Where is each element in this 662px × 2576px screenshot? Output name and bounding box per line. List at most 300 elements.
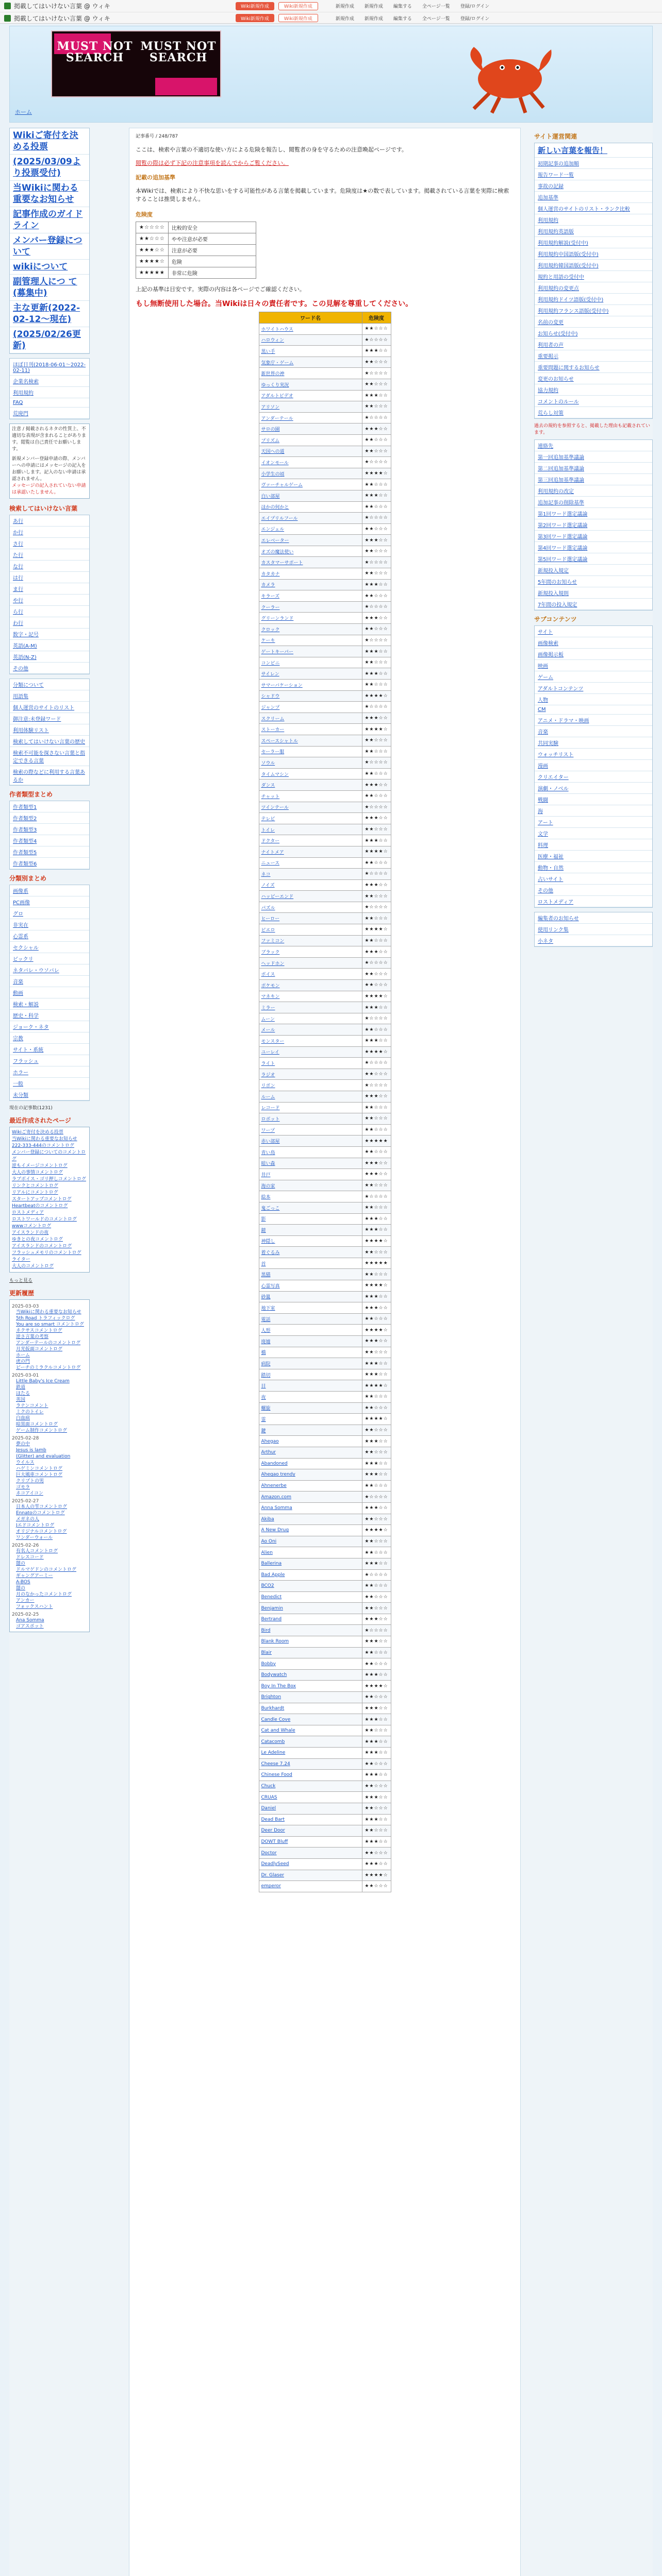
sidebar-nav-item[interactable]: (2025/02/26更新)	[10, 327, 89, 353]
category-item[interactable]: 一般	[10, 1078, 89, 1089]
update-item[interactable]: ワンダーウォール	[16, 1535, 53, 1540]
site-link-item[interactable]: 重要問題に関するお知らせ	[535, 362, 652, 373]
create-wiki-button[interactable]: Wiki新規作成	[236, 14, 274, 22]
word-link[interactable]: 小学生の頃	[259, 468, 362, 479]
header-nav-item[interactable]: 新規作成	[335, 4, 354, 9]
word-link[interactable]: メール	[259, 1024, 362, 1036]
word-link[interactable]: ラジオ	[259, 1069, 362, 1080]
update-item[interactable]: 当Wikiに関わる重要なお知らせ	[16, 1310, 81, 1315]
index-item[interactable]: は行	[10, 572, 89, 583]
index-item[interactable]: か行	[10, 527, 89, 538]
word-link[interactable]: Arthur	[259, 1447, 362, 1458]
word-link[interactable]: Ahnenerbe	[259, 1480, 362, 1492]
word-link[interactable]: Brighton	[259, 1692, 362, 1703]
series-item[interactable]: 作者類型6	[10, 858, 89, 869]
category-item[interactable]: 動画	[10, 987, 89, 998]
update-item[interactable]: 鉄道	[16, 1385, 26, 1390]
create-wiki-outline-button[interactable]: Wiki新規作成	[278, 14, 318, 22]
word-link[interactable]: Blank Room	[259, 1636, 362, 1648]
content-link-item[interactable]: その他	[535, 885, 652, 896]
content-link-item[interactable]: 人物	[535, 694, 652, 705]
update-item[interactable]: 白血病	[16, 1416, 30, 1421]
update-item[interactable]: You are so smart コメントログ	[16, 1322, 84, 1327]
word-link[interactable]: Ao Oni	[259, 1536, 362, 1547]
update-item[interactable]: ドレスコード	[16, 1555, 44, 1560]
word-link[interactable]: 鬼ごっこ	[259, 1202, 362, 1213]
new-page-item[interactable]: アイスランドの夜	[12, 1230, 49, 1235]
notice-link[interactable]: 閲覧の際は必ず下記の注意事項を読んでからご覧ください。	[136, 160, 289, 166]
site-link-item[interactable]: コメントのルール	[535, 396, 652, 407]
word-link[interactable]: 心霊写真	[259, 1280, 362, 1292]
update-item[interactable]: 英国	[16, 1397, 26, 1402]
rules-link-item[interactable]: 第3回ワード選定議論	[535, 531, 652, 542]
word-link[interactable]: ホワイトハウス	[259, 324, 362, 335]
other-link-item[interactable]: 使用リンク集	[535, 924, 652, 935]
word-link[interactable]: シャドウ	[259, 690, 362, 702]
word-link[interactable]: ヴァーチャルゲーム	[259, 479, 362, 490]
new-page-item[interactable]: アイスランドのコメントログ	[12, 1244, 72, 1249]
word-link[interactable]: グリーンランド	[259, 613, 362, 624]
site-link-item[interactable]: 初期記事の追加順	[535, 158, 652, 169]
word-link[interactable]: Bird	[259, 1625, 362, 1636]
word-link[interactable]: Doctor	[259, 1848, 362, 1859]
word-link[interactable]: Dr. Glaser	[259, 1870, 362, 1881]
content-link-item[interactable]: ゲーム	[535, 671, 652, 683]
update-item[interactable]: Ennatoのコメントログ	[16, 1511, 65, 1516]
word-link[interactable]: ストーカー	[259, 724, 362, 735]
word-link[interactable]: テレビ	[259, 813, 362, 824]
index-item[interactable]: 英語(N-Z)	[10, 651, 89, 663]
other-link-item[interactable]: 小ネタ	[535, 935, 652, 946]
word-link[interactable]: Dead Bart	[259, 1814, 362, 1825]
category-item[interactable]: PC画像	[10, 896, 89, 908]
word-link[interactable]: カスタマーサポート	[259, 557, 362, 568]
rules-link-item[interactable]: 追加記事の削除基準	[535, 497, 652, 508]
sidebar-nav-item[interactable]: 利用体験リスト	[10, 724, 89, 736]
index-item[interactable]: ら行	[10, 606, 89, 617]
site-link-item[interactable]: 荒らし対策	[535, 407, 652, 418]
new-page-item[interactable]: 222-333-444のコメントログ	[12, 1143, 75, 1148]
create-wiki-outline-button[interactable]: Wiki新規作成	[278, 2, 318, 10]
sidebar-nav-item[interactable]: 検索してはいけない言葉の歴史	[10, 736, 89, 747]
header-nav-item[interactable]: 全ページ一覧	[422, 4, 450, 9]
word-link[interactable]: 首	[259, 1258, 362, 1269]
site-link-item[interactable]: 変更のお知らせ	[535, 373, 652, 384]
category-item[interactable]: 非実在	[10, 919, 89, 930]
word-link[interactable]: ライト	[259, 1058, 362, 1069]
series-item[interactable]: 作者類型1	[10, 801, 89, 812]
update-item[interactable]: 5th Road トラフィックログ	[16, 1316, 75, 1321]
word-link[interactable]: エイプリルフール	[259, 513, 362, 524]
update-item[interactable]: A-BOS	[16, 1580, 30, 1585]
content-link-item[interactable]: 海	[535, 805, 652, 817]
category-item[interactable]: グロ	[10, 908, 89, 919]
word-link[interactable]: 砂嵐	[259, 1291, 362, 1302]
content-link-item[interactable]: 戦闘	[535, 794, 652, 805]
word-link[interactable]: ワープ	[259, 1124, 362, 1136]
content-link-item[interactable]: 映画	[535, 660, 652, 671]
word-link[interactable]: Bad Apple	[259, 1569, 362, 1581]
sidebar-nav-item[interactable]: 副管理人につ て(募集中)	[10, 275, 89, 301]
word-link[interactable]: ニュース	[259, 857, 362, 869]
word-link[interactable]: Amazon.com	[259, 1492, 362, 1503]
word-link[interactable]: Chinese Food	[259, 1770, 362, 1781]
site-link-item[interactable]: 重要掲示	[535, 350, 652, 362]
word-link[interactable]: ボイス	[259, 969, 362, 980]
index-item[interactable]: た行	[10, 549, 89, 561]
update-item[interactable]: オリジナルコメントログ	[16, 1529, 67, 1534]
word-link[interactable]: 鍵	[259, 1425, 362, 1436]
word-link[interactable]: 鏡	[259, 1225, 362, 1236]
update-item[interactable]: ビーチのミラクルコメントログ	[16, 1365, 81, 1370]
category-item[interactable]: 歴史・科学	[10, 1010, 89, 1021]
site-link-item[interactable]: お知らせ(受付中)	[535, 328, 652, 339]
header-nav-item[interactable]: 新規作成	[364, 16, 383, 22]
word-link[interactable]: 暗い森	[259, 1158, 362, 1169]
content-link-item[interactable]: ロストメディア	[535, 896, 652, 907]
word-link[interactable]: Benedict	[259, 1591, 362, 1603]
new-page-item[interactable]: ライター	[12, 1257, 30, 1262]
word-link[interactable]: ハロウィン	[259, 334, 362, 346]
update-item[interactable]: Little Baby's Ice Cream	[16, 1379, 70, 1384]
content-link-item[interactable]: 占いサイト	[535, 873, 652, 885]
word-link[interactable]: パズル	[259, 902, 362, 913]
word-link[interactable]: Burkhardt	[259, 1703, 362, 1714]
new-page-item[interactable]: メンバー登録についてのコメントログ	[12, 1150, 86, 1162]
category-item[interactable]: 未分類	[10, 1089, 89, 1100]
new-page-item[interactable]: リンクとコメントログ	[12, 1183, 58, 1189]
category-item[interactable]: 音楽	[10, 976, 89, 987]
word-link[interactable]: ムーン	[259, 1013, 362, 1024]
content-link-item[interactable]: サイト	[535, 626, 652, 637]
index-item[interactable]: その他	[10, 663, 89, 674]
site-link-item[interactable]: 利用規約フランス語版(受付中)	[535, 305, 652, 316]
header-nav-item[interactable]: 登録/ログイン	[460, 4, 490, 9]
word-link[interactable]: ポケモン	[259, 980, 362, 991]
content-link-item[interactable]: 画像検索	[535, 637, 652, 649]
category-item[interactable]: サイト・系統	[10, 1044, 89, 1055]
word-link[interactable]: 夜	[259, 1392, 362, 1403]
word-link[interactable]: ハッピーエンド	[259, 891, 362, 902]
category-item[interactable]: フラッシュ	[10, 1055, 89, 1066]
update-item[interactable]: (Glitter) and evaluation	[16, 1454, 71, 1459]
word-link[interactable]: ファミコン	[259, 935, 362, 946]
category-item[interactable]: ジョーク・ネタ	[10, 1021, 89, 1032]
word-link[interactable]: コンビニ	[259, 657, 362, 668]
word-link[interactable]: オズの魔法使い	[259, 546, 362, 557]
word-link[interactable]: アンダーテール	[259, 412, 362, 423]
sidebar-link-item[interactable]: 利用規約	[10, 387, 89, 398]
category-item[interactable]: 宗教	[10, 1032, 89, 1044]
tab-row-1[interactable]	[0, 0, 662, 12]
more-link[interactable]: もっと見る	[9, 1278, 33, 1283]
index-item[interactable]: 数字・記号	[10, 629, 89, 640]
category-item[interactable]: 心霊系	[10, 930, 89, 942]
sidebar-nav-item[interactable]: 当Wikiに関わる重要なお知らせ	[10, 181, 89, 207]
word-link[interactable]: サマーバケーション	[259, 680, 362, 691]
sidebar-nav-item[interactable]: (2025/03/09より投票受付)	[10, 155, 89, 181]
site-link-item[interactable]: 協力規約	[535, 384, 652, 396]
word-link[interactable]: Ahegao trendy	[259, 1469, 362, 1481]
word-link[interactable]: サイレン	[259, 668, 362, 680]
sidebar-link-item[interactable]: FAQ	[10, 398, 89, 408]
word-link[interactable]: 踏切	[259, 1369, 362, 1380]
series-item[interactable]: 作者類型3	[10, 824, 89, 835]
update-item[interactable]: アンカー	[16, 1598, 35, 1603]
content-link-item[interactable]: 医療・福祉	[535, 851, 652, 862]
new-page-item[interactable]: スタートアップコメントログ	[12, 1197, 72, 1202]
index-item[interactable]: わ行	[10, 617, 89, 629]
word-link[interactable]: Ballerina	[259, 1558, 362, 1569]
rules-link-item[interactable]: 5年間のお知らせ	[535, 576, 652, 587]
word-link[interactable]: Cheese 7.24	[259, 1758, 362, 1770]
new-page-item[interactable]: Wikiご寄付を決める投票	[12, 1130, 63, 1135]
word-link[interactable]: 天国への道	[259, 446, 362, 457]
word-link[interactable]: チャット	[259, 790, 362, 802]
word-link[interactable]: Bodywatch	[259, 1669, 362, 1681]
word-link[interactable]: ジャンプ	[259, 702, 362, 713]
word-link[interactable]: ゲートキーパー	[259, 646, 362, 657]
word-link[interactable]: トイレ	[259, 824, 362, 835]
word-link[interactable]: Benjamin	[259, 1603, 362, 1614]
new-page-item[interactable]: ロストメディア	[12, 1210, 44, 1215]
word-link[interactable]: 人形	[259, 1325, 362, 1336]
site-link-item[interactable]: 利用規約英語版	[535, 226, 652, 237]
site-link-item[interactable]: 報告ワード一覧	[535, 169, 652, 180]
index-item[interactable]: な行	[10, 561, 89, 572]
header-nav-item[interactable]: 編集する	[393, 16, 412, 22]
word-link[interactable]: Daniel	[259, 1803, 362, 1814]
rules-link-item[interactable]: 第一回追加基準議論	[535, 451, 652, 463]
site-link-item[interactable]: 個人運営のサイトのリスト・ランク比較	[535, 203, 652, 214]
word-link[interactable]: 目	[259, 1380, 362, 1392]
update-item[interactable]: Ana Somma	[16, 1618, 44, 1623]
word-link[interactable]: ほかの何かと	[259, 501, 362, 513]
word-link[interactable]: ケーキ	[259, 635, 362, 646]
index-item[interactable]: あ行	[10, 515, 89, 527]
content-link-item[interactable]: 演劇・ノベル	[535, 783, 652, 794]
update-item[interactable]: 闇の	[16, 1561, 26, 1566]
word-link[interactable]: キラーズ	[259, 590, 362, 602]
sidebar-link-item[interactable]: ほぼ日刊(2018-06-01～2022-02-11)	[10, 359, 89, 376]
word-link[interactable]: 病院	[259, 1358, 362, 1369]
word-link[interactable]: エレベーター	[259, 535, 362, 546]
sidebar-nav-item[interactable]: 検索不可能を探さない言葉と指定できる言葉	[10, 747, 89, 766]
update-item[interactable]: ネコアイコン	[16, 1491, 43, 1496]
rules-link-item[interactable]: 利用規約の改定	[535, 485, 652, 497]
sidebar-link-item[interactable]: 企業名検索	[10, 376, 89, 387]
index-item[interactable]: さ行	[10, 538, 89, 549]
rules-link-item[interactable]: 第5回ワード選定議論	[535, 553, 652, 565]
word-link[interactable]: ゆっくり実況	[259, 379, 362, 390]
sidebar-nav-item[interactable]: 主な更新(2022-02-12～現在)	[10, 301, 89, 327]
header-nav-item[interactable]: 新規作成	[364, 4, 383, 9]
site-link-item[interactable]: 利用規約中国語版(受付中)	[535, 248, 652, 260]
word-link[interactable]: ユーレイ	[259, 1046, 362, 1058]
new-page-item[interactable]: フラッシュメモリのコメントログ	[12, 1250, 81, 1256]
word-link[interactable]: 神隠し	[259, 1235, 362, 1247]
word-link[interactable]: ロボット	[259, 1113, 362, 1125]
header-nav-item[interactable]: 登録/ログイン	[460, 16, 490, 22]
word-link[interactable]: A New Drug	[259, 1525, 362, 1536]
word-link[interactable]: Bertrand	[259, 1614, 362, 1625]
site-link-item[interactable]: 利用者の声	[535, 339, 652, 350]
word-link[interactable]: 絵本	[259, 1191, 362, 1202]
word-link[interactable]: レコード	[259, 1102, 362, 1113]
word-link[interactable]: Cat and Whale	[259, 1725, 362, 1736]
update-item[interactable]: ほたる	[16, 1391, 30, 1396]
word-link[interactable]: リボン	[259, 1080, 362, 1091]
word-link[interactable]: Chuck	[259, 1781, 362, 1792]
word-link[interactable]: マネキン	[259, 991, 362, 1002]
series-item[interactable]: 作者類型5	[10, 846, 89, 858]
new-page-item[interactable]: Heartbeatのコメントログ	[12, 1204, 68, 1209]
update-item[interactable]: ゲーム制作コメントログ	[16, 1428, 68, 1433]
word-link[interactable]: モンスター	[259, 1036, 362, 1047]
update-item[interactable]: 有名人コメントログ	[16, 1549, 58, 1554]
update-item[interactable]: 夢の中	[16, 1442, 30, 1447]
content-link-item[interactable]: 画像掲示板	[535, 649, 652, 660]
word-link[interactable]: 廃墟	[259, 1336, 362, 1347]
update-item[interactable]: 巨大風車コメントログ	[16, 1472, 63, 1478]
content-link-item[interactable]: 文学	[535, 828, 652, 839]
category-item[interactable]: 検索・解説	[10, 998, 89, 1010]
site-link-item[interactable]: 名前の変更	[535, 316, 652, 328]
content-link-item[interactable]: 共同実験	[535, 737, 652, 749]
tab-row-2[interactable]	[0, 12, 662, 24]
index-item[interactable]: 英語(A-M)	[10, 640, 89, 651]
word-link[interactable]: ノイズ	[259, 879, 362, 891]
word-link[interactable]: 橋	[259, 1347, 362, 1358]
word-link[interactable]: プリズム	[259, 434, 362, 446]
other-link-item[interactable]: 編集者のお知らせ	[535, 912, 652, 924]
sidebar-nav-item[interactable]: 検索の際などに利用する言葉あるか	[10, 766, 89, 785]
series-item[interactable]: 作者類型2	[10, 812, 89, 824]
word-link[interactable]: スクリーム	[259, 713, 362, 724]
rules-link-item[interactable]: 新規投入規定	[535, 565, 652, 576]
word-link[interactable]: カタカナ	[259, 568, 362, 580]
word-link[interactable]: ナイトメア	[259, 846, 362, 857]
update-item[interactable]: Jesus is lamb	[16, 1448, 46, 1453]
update-item[interactable]: クリプトの男	[16, 1479, 44, 1484]
word-link[interactable]: ネコ	[259, 869, 362, 880]
update-item[interactable]: フォックスハント	[16, 1604, 53, 1609]
word-link[interactable]: Akiba	[259, 1514, 362, 1525]
word-link[interactable]: アリソン	[259, 401, 362, 413]
word-link[interactable]: DeadlySeed	[259, 1858, 362, 1870]
rules-link-item[interactable]: 第4回ワード選定議論	[535, 542, 652, 553]
content-link-item[interactable]: アダルトコンテンツ	[535, 683, 652, 694]
sidebar-link-item[interactable]: 荒廃門	[10, 408, 89, 419]
site-link-item[interactable]: 利用規約	[535, 214, 652, 226]
word-link[interactable]: エンジェル	[259, 523, 362, 535]
word-link[interactable]: クロック	[259, 624, 362, 635]
category-item[interactable]: ネタバレ・ウソバレ	[10, 964, 89, 976]
word-link[interactable]: 新世界の神	[259, 368, 362, 379]
update-item[interactable]: ギャングアーミー	[16, 1573, 53, 1579]
word-link[interactable]: Alien	[259, 1547, 362, 1558]
word-link[interactable]: Deer Door	[259, 1825, 362, 1837]
word-link[interactable]: イオンモール	[259, 457, 362, 468]
word-link[interactable]: Le Adeline	[259, 1748, 362, 1759]
word-link[interactable]: Abandoned	[259, 1458, 362, 1469]
word-link[interactable]: Candle Cove	[259, 1714, 362, 1725]
tab-title[interactable]: 掲載してはいけない言葉 @ ウィキ	[14, 3, 110, 10]
site-link-item[interactable]: 追加基準	[535, 192, 652, 203]
category-item[interactable]: セクシャル	[10, 942, 89, 953]
sidebar-nav-item[interactable]: 分類について	[10, 679, 89, 690]
rules-link-item[interactable]: 第二回追加基準議論	[535, 463, 652, 474]
update-item[interactable]: ゴモラ	[16, 1485, 30, 1490]
rules-link-item[interactable]: 第三回追加基準議論	[535, 474, 652, 485]
sidebar-nav-item[interactable]: 御注意:未登録ワード	[10, 713, 89, 724]
sidebar-nav-item[interactable]: wikiについて	[10, 260, 89, 275]
word-link[interactable]: スペースシャトル	[259, 735, 362, 746]
word-link[interactable]: ピエロ	[259, 924, 362, 936]
sidebar-nav-item[interactable]: 個人運営のサイトのリスト	[10, 702, 89, 713]
create-wiki-button[interactable]: Wiki新規作成	[236, 2, 274, 10]
update-item[interactable]: 虎の門	[16, 1359, 30, 1364]
site-link-item[interactable]: 利用規約ドイツ語版(受付中)	[535, 294, 652, 305]
word-link[interactable]: クーラー	[259, 601, 362, 613]
word-link[interactable]: 螺旋	[259, 1402, 362, 1414]
update-item[interactable]: ミクのトイレ	[16, 1410, 44, 1415]
word-link[interactable]: タイムマシン	[259, 768, 362, 779]
banner-logo-image[interactable]	[51, 30, 221, 97]
rules-link-item[interactable]: 7年間の投入規定	[535, 599, 652, 610]
word-link[interactable]: カメラ	[259, 579, 362, 590]
word-link[interactable]: Anna Somma	[259, 1502, 362, 1514]
site-link-item[interactable]: 利用規約韓国語版(受付中)	[535, 260, 652, 271]
update-item[interactable]: 暗黒面コメントログ	[16, 1422, 58, 1427]
word-link[interactable]: Blair	[259, 1647, 362, 1658]
header-nav-item[interactable]: 新規作成	[335, 16, 354, 22]
tab-title[interactable]: 掲載してはいけない言葉 @ ウィキ	[14, 14, 110, 22]
sidebar-nav-item[interactable]: 記事作成のガイドライン	[10, 207, 89, 233]
sidebar-nav-item[interactable]: メンバー登録について	[10, 233, 89, 260]
update-item[interactable]: メガネの人	[16, 1517, 40, 1522]
word-link[interactable]: emperor	[259, 1881, 362, 1892]
series-item[interactable]: 作者類型4	[10, 835, 89, 846]
content-link-item[interactable]: 料理	[535, 839, 652, 851]
word-link[interactable]: ヘッドホン	[259, 957, 362, 969]
site-link-item[interactable]: 事故の記録	[535, 180, 652, 192]
rules-link-item[interactable]: 連絡先	[535, 440, 652, 451]
word-link[interactable]: Catacomb	[259, 1736, 362, 1748]
site-link-item[interactable]: 利用規約の変更点	[535, 282, 652, 294]
update-item[interactable]: ゴアスポット	[16, 1624, 44, 1629]
word-link[interactable]: BCO2	[259, 1581, 362, 1592]
word-link[interactable]: 影	[259, 1213, 362, 1225]
content-link-item[interactable]: 動物・自然	[535, 862, 652, 873]
word-link[interactable]: 電話	[259, 1313, 362, 1325]
index-item[interactable]: や行	[10, 595, 89, 606]
sidebar-nav-item[interactable]: Wikiご寄付を決める投票	[10, 128, 89, 155]
word-link[interactable]: ツインテール	[259, 802, 362, 813]
word-link[interactable]: 黒い手	[259, 346, 362, 357]
site-link-item[interactable]: 新しい言葉を報告！	[535, 143, 652, 158]
category-item[interactable]: ビックリ	[10, 953, 89, 964]
update-item[interactable]: ホーム	[16, 1353, 30, 1358]
word-link[interactable]: 黒猫	[259, 1269, 362, 1280]
new-page-item[interactable]: ゆきとの夜コメントログ	[12, 1237, 63, 1242]
update-item[interactable]: 闇の	[16, 1586, 26, 1591]
site-link-item[interactable]: 利用規約解説(受付中)	[535, 237, 652, 248]
word-link[interactable]: ドクター	[259, 835, 362, 846]
category-item[interactable]: ホラー	[10, 1066, 89, 1078]
sidebar-nav-item[interactable]: 用語集	[10, 690, 89, 702]
update-item[interactable]: ネクサスコメントログ	[16, 1328, 62, 1333]
